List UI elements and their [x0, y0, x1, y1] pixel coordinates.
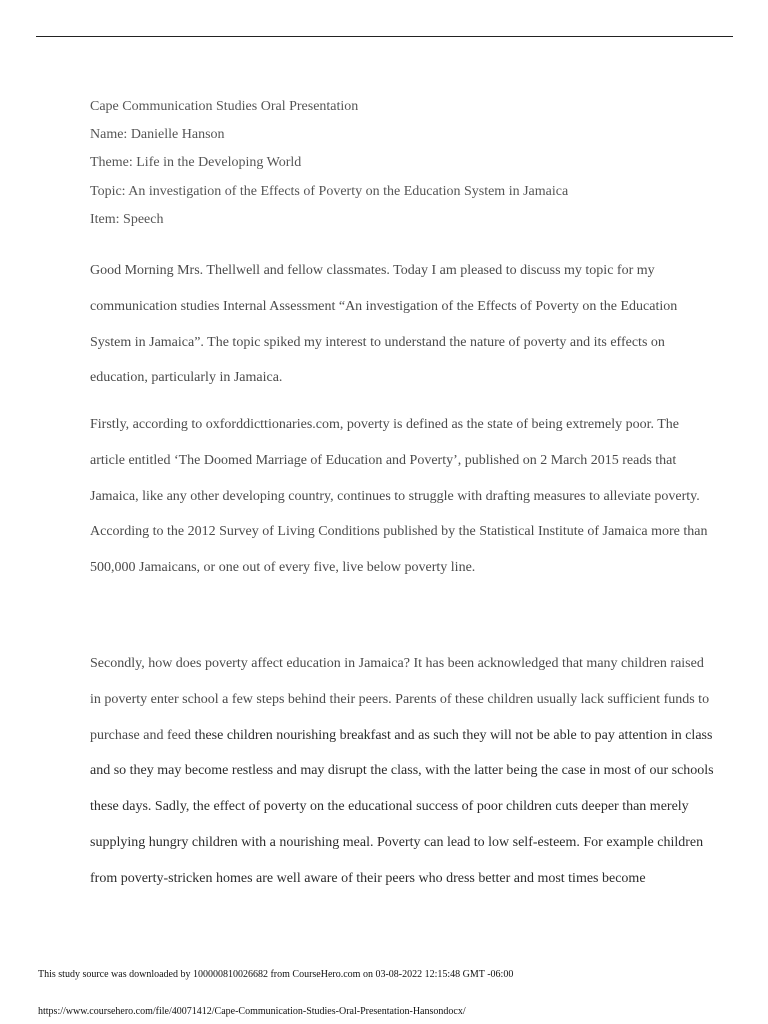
download-source-note: This study source was downloaded by 100000810026682 from CourseHero.com on 03-08-2022 12:15:48 GMT -06:00	[38, 969, 514, 980]
document-header	[90, 93, 710, 234]
top-divider	[36, 36, 733, 37]
topic-line: Topic: An investigation of the Effects of Poverty on the Education System in Jamaica	[90, 183, 569, 199]
theme-line: Theme: Life in the Developing World	[90, 155, 302, 171]
item-line: Item: Speech	[90, 211, 164, 227]
document-title: Cape Communication Studies Oral Presentation	[90, 99, 359, 114]
paragraph-intro: Good Morning Mrs. Thellwell and fellow classmates. Today I am pleased to discuss my topic for my communication studies Internal Assessment “An investigation of the Effects of Poverty on the Education System in Jamaica”. The topic spiked my interest to understand the nature of poverty and its effects on education, particularly in Jamaica.	[90, 263, 678, 386]
author-name: Name: Danielle Hanson	[90, 127, 225, 143]
paragraph-effects-rest: these children nourishing breakfast and as such they will not be able to pay attention in class and so they may become restless and may disrupt the class, with the latter being the case in most of our schools these days. Sadly, the effect of poverty on the educational success of poor children cuts deeper than merely supplying hungry children with a nourishing meal. Poverty can lead to low self-esteem. For example children from poverty-stricken homes are well aware of their peers who dress better and most times become	[90, 727, 714, 886]
paragraph-definition: Firstly, according to oxforddicttionaries.com, poverty is defined as the state of being extremely poor. The article entitled ‘The Doomed Marriage of Education and Poverty’, published on 2 March 2015 reads that Jamaica, like any other developing country, continues to struggle with drafting measures to alleviate poverty. According to the 2012 Survey of Living Conditions published by the Statistical Institute of Jamaica more than 500,000 Jamaicans, or one out of every five, live below poverty line.	[90, 417, 708, 576]
source-url[interactable]: https://www.coursehero.com/file/40071412/Cape-Communication-Studies-Oral-Presentation-Hansondocx/	[38, 1006, 466, 1017]
paragraph-effects	[90, 646, 715, 897]
paragraph-effects-lead: Secondly, how does poverty affect education in Jamaica? It has been acknowledged that many children raised in poverty enter school a few steps behind their peers. Parents of these children usually lack sufficient funds to purchase and feed	[90, 656, 710, 743]
